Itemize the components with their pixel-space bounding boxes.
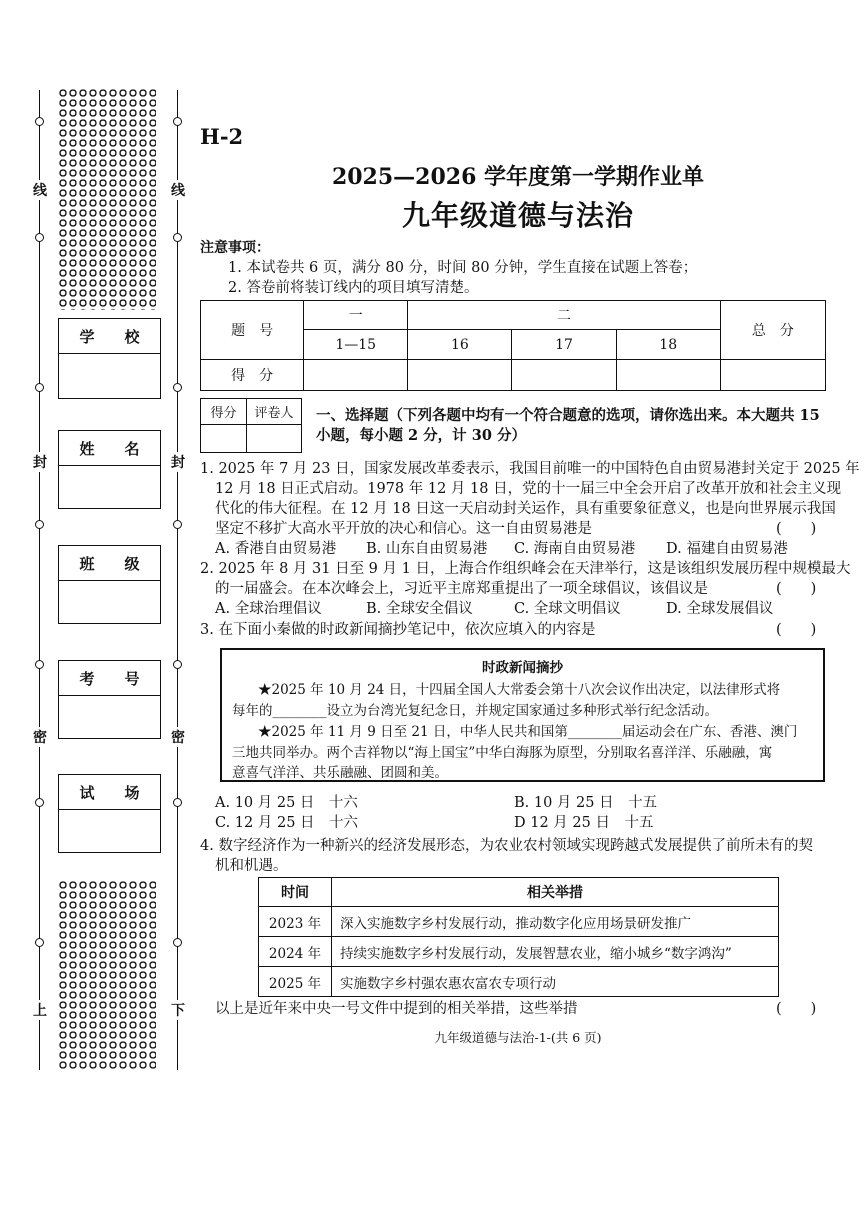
- field-label: 考 号: [59, 661, 160, 696]
- q2-option[interactable]: C. 全球文明倡议: [514, 601, 621, 617]
- q4-line: 4. 数字经济作为一种新兴的经济发展形态，为农业农村领域实现跨越式发展提供了前所未有的契: [200, 838, 813, 854]
- field-label: 试 场: [59, 775, 160, 810]
- grader-score-label: 得分: [201, 399, 247, 425]
- binding-hole: [173, 233, 182, 242]
- score-cell[interactable]: [720, 360, 825, 391]
- q2-option[interactable]: B. 全球安全倡议: [366, 601, 473, 617]
- name-field[interactable]: [58, 430, 161, 509]
- grader-score-cell[interactable]: [201, 425, 247, 453]
- table-cell: 2023 年: [259, 907, 332, 937]
- sub-col: 16: [408, 330, 512, 360]
- binding-char: 封: [33, 452, 47, 472]
- table-cell: 持续实施数字乡村发展行动，发展智慧农业，缩小城乡“数字鸿沟”: [332, 937, 779, 967]
- table-row: [259, 907, 779, 937]
- news-line: ★2025 年 11 月 9 日至 21 日，中华人民共和国第________届运动会在广东、香港、澳门: [258, 724, 798, 740]
- q1-line: 1. 2025 年 7 月 23 日，国家发展改革委表示，我国目前唯一的中国特色自由贸易港封关定于 2025 年: [200, 461, 860, 477]
- page-footer: 九年级道德与法治-1-(共 6 页): [434, 1030, 602, 1045]
- binding-hole: [173, 938, 182, 947]
- section-one-heading-cont: 小题，每小题 2 分，计 30 分）: [316, 427, 526, 444]
- dot-pattern-bottom: [58, 880, 156, 1070]
- news-excerpt-box: [220, 648, 825, 782]
- binding-hole: [173, 520, 182, 529]
- score-label: 得 分: [201, 360, 304, 391]
- total-label: 总 分: [720, 301, 825, 360]
- exam-room-field[interactable]: [58, 774, 161, 853]
- news-line: 三地共同举办。两个吉祥物以“海上国宝”中华白海豚为原型，分别取名喜洋洋、乐融融，寓: [232, 745, 773, 761]
- score-table: [200, 300, 826, 391]
- score-cell[interactable]: [616, 360, 720, 391]
- q2-line: 2. 2025 年 8 月 31 日至 9 月 1 日，上海合作组织峰会在天津举行，这是该组织发展历程中规模最大: [200, 561, 851, 577]
- table-header: 时间: [259, 878, 332, 907]
- binding-char: 线: [33, 180, 47, 200]
- school-field[interactable]: [58, 318, 161, 399]
- class-field[interactable]: [58, 545, 161, 624]
- table-cell: 2025 年: [259, 967, 332, 997]
- q2-answer-paren[interactable]: ( ): [776, 581, 817, 597]
- grader-name-cell[interactable]: [247, 425, 302, 453]
- binding-hole: [173, 383, 182, 392]
- notes-heading: 注意事项：: [200, 240, 270, 256]
- paper-subtitle: 九年级道德与法治: [401, 199, 634, 232]
- news-line: ★2025 年 10 月 24 日，十四届全国人大常委会第十八次会议作出决定，以法律形式将: [258, 682, 781, 698]
- table-header: 相关举措: [332, 878, 779, 907]
- binding-hole: [35, 117, 44, 126]
- sub-col: 18: [616, 330, 720, 360]
- binding-char: 上: [33, 1000, 47, 1020]
- q1-line: 12 月 18 日正式启动。1978 年 12 月 18 日，党的十一届三中全会开启了改革开放和社会主义现: [215, 481, 842, 497]
- binding-hole: [173, 798, 182, 807]
- grader-box: [200, 398, 302, 453]
- binding-hole: [35, 938, 44, 947]
- score-cell[interactable]: [408, 360, 512, 391]
- news-line: 意喜气洋洋、共乐融融、团圆和美。: [232, 765, 448, 781]
- part-two: 二: [408, 301, 720, 330]
- q3-answer-paren[interactable]: ( ): [776, 622, 817, 638]
- section-one-heading: 一、选择题（下列各题中均有一个符合题意的选项，请你选出来。本大题共 15: [316, 407, 820, 424]
- field-label: 学 校: [59, 319, 160, 354]
- score-cell[interactable]: [304, 360, 408, 391]
- binding-char: 封: [171, 452, 185, 472]
- q2-line: 的一届盛会。在本次峰会上，习近平主席郑重提出了一项全球倡议，该倡议是: [215, 581, 708, 597]
- note-item: 2. 答卷前将装订线内的项目填写清楚。: [228, 280, 479, 296]
- q1-option[interactable]: D. 福建自由贸易港: [666, 541, 788, 557]
- binding-char: 密: [33, 727, 47, 747]
- measures-table: [258, 877, 779, 997]
- note-item: 1. 本试卷共 6 页，满分 80 分，时间 80 分钟，学生直接在试题上答卷；: [228, 260, 698, 276]
- q4-tail: 以上是近年来中央一号文件中提到的相关举措，这些举措: [215, 1001, 578, 1017]
- sub-col: 17: [512, 330, 616, 360]
- q1-option[interactable]: B. 山东自由贸易港: [366, 541, 488, 557]
- binding-hole: [35, 520, 44, 529]
- binding-hole: [35, 660, 44, 669]
- binding-hole: [173, 117, 182, 126]
- news-box-title: 时政新闻摘抄: [482, 660, 563, 676]
- paper-title: 2025—2026 学年度第一学期作业单: [331, 164, 705, 190]
- binding-hole: [35, 798, 44, 807]
- q1-answer-paren[interactable]: ( ): [776, 521, 817, 537]
- q4-answer-paren[interactable]: ( ): [776, 1001, 817, 1017]
- table-cell: 实施数字乡村强农惠农富农专项行动: [332, 967, 779, 997]
- q1-line: 代化的伟大征程。在 12 月 18 日这一天启动封关运作，具有重要象征意义，也是向世界展示我国: [215, 501, 836, 517]
- score-cell[interactable]: [512, 360, 616, 391]
- table-cell: 2024 年: [259, 937, 332, 967]
- grader-label: 评卷人: [247, 399, 302, 425]
- col-label: 题 号: [201, 301, 304, 360]
- paper-code: H-2: [200, 124, 244, 149]
- table-row: [259, 937, 779, 967]
- q2-option[interactable]: A. 全球治理倡议: [215, 601, 322, 617]
- field-label: 姓 名: [59, 431, 160, 466]
- q1-option[interactable]: C. 海南自由贸易港: [514, 541, 636, 557]
- binding-char: 线: [171, 180, 185, 200]
- news-line: 每年的________设立为台湾光复纪念日，并规定国家通过多种形式举行纪念活动。: [232, 703, 718, 719]
- q3-option[interactable]: C. 12 月 25 日 十六: [215, 815, 359, 831]
- part-one: 一: [304, 301, 408, 330]
- field-label: 班 级: [59, 546, 160, 581]
- table-row: [259, 967, 779, 997]
- q2-option[interactable]: D. 全球发展倡议: [666, 601, 774, 617]
- table-cell: 深入实施数字乡村发展行动，推动数字化应用场景研发推广: [332, 907, 779, 937]
- sub-col: 1—15: [304, 330, 408, 360]
- q3-stem: 3. 在下面小秦做的时政新闻摘抄笔记中，依次应填入的内容是: [200, 622, 596, 638]
- q3-option[interactable]: D 12 月 25 日 十五: [514, 815, 654, 831]
- binding-hole: [35, 383, 44, 392]
- binding-hole: [35, 233, 44, 242]
- q4-line: 机和机遇。: [215, 858, 288, 874]
- binding-char: 下: [171, 1000, 185, 1020]
- dot-pattern-top: [58, 88, 156, 310]
- q1-option[interactable]: A. 香港自由贸易港: [215, 541, 337, 557]
- binding-hole: [173, 660, 182, 669]
- binding-char: 密: [171, 727, 185, 747]
- q1-line: 坚定不移扩大高水平开放的决心和信心。这一自由贸易港是: [215, 521, 592, 537]
- q3-option[interactable]: B. 10 月 25 日 十五: [514, 795, 658, 811]
- q3-option[interactable]: A. 10 月 25 日 十六: [215, 795, 358, 811]
- exam-number-field[interactable]: [58, 660, 161, 739]
